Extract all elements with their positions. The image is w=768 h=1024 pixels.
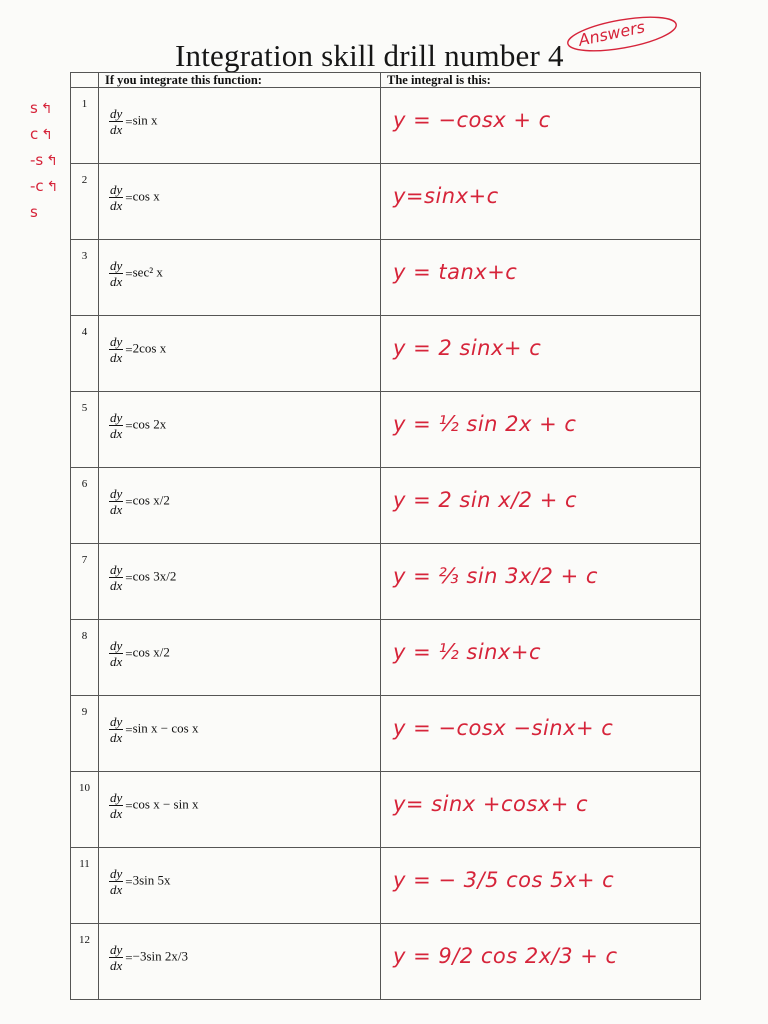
derivative-fraction: $\frac{dy}{dx}$ xyxy=(110,106,123,137)
table-row xyxy=(71,240,701,316)
answer-cell xyxy=(381,772,701,848)
answer-cell xyxy=(381,696,701,772)
header-row xyxy=(71,73,701,88)
margin-note: -s ↰ xyxy=(30,151,58,169)
header-integral: The integral is this: xyxy=(381,73,701,88)
arrow-icon: ↰ xyxy=(40,101,53,117)
table-row xyxy=(71,772,701,848)
answer-cell xyxy=(381,620,701,696)
function-rhs: sin x xyxy=(132,112,158,128)
function-expression: $\frac{dy}{dx}$ =sin x xyxy=(110,106,158,137)
function-cell xyxy=(99,164,381,240)
header-num xyxy=(71,73,99,88)
derivative-fraction: $\frac{dy}{dx}$ xyxy=(110,942,123,973)
derivative-fraction: $\frac{dy}{dx}$ xyxy=(110,714,123,745)
answer-cell xyxy=(381,924,701,1000)
drill-table xyxy=(70,72,701,1000)
function-expression: $\frac{dy}{dx}$ =2cos x xyxy=(110,334,167,365)
function-rhs: sin x − cos x xyxy=(132,720,199,736)
answer-cell xyxy=(381,240,701,316)
answers-annotation xyxy=(562,10,682,60)
function-rhs: cos x − sin x xyxy=(132,796,199,812)
table-row xyxy=(71,848,701,924)
handwritten-answer: y = −cosx + c xyxy=(393,108,551,132)
answer-cell xyxy=(381,164,701,240)
function-expression: $\frac{dy}{dx}$ =cos x/2 xyxy=(110,638,170,669)
function-expression: $\frac{dy}{dx}$ =cos x − sin x xyxy=(110,790,199,821)
row-number: 12 xyxy=(71,924,99,1000)
table-row xyxy=(71,164,701,240)
function-expression: $\frac{dy}{dx}$ =sec² x xyxy=(110,258,163,289)
answers-label: Answers xyxy=(576,17,647,50)
handwritten-answer: y = 2 sin x/2 + c xyxy=(393,488,578,512)
derivative-fraction: $\frac{dy}{dx}$ xyxy=(110,866,123,897)
function-expression: $\frac{dy}{dx}$ =sin x − cos x xyxy=(110,714,199,745)
derivative-fraction: $\frac{dy}{dx}$ xyxy=(110,562,123,593)
margin-note: -c ↰ xyxy=(30,177,59,195)
answer-cell xyxy=(381,468,701,544)
row-number: 7 xyxy=(71,544,99,620)
row-number: 4 xyxy=(71,316,99,392)
margin-note: c ↰ xyxy=(30,125,53,143)
derivative-fraction: $\frac{dy}{dx}$ xyxy=(110,258,123,289)
table-row xyxy=(71,620,701,696)
function-cell xyxy=(99,620,381,696)
function-cell xyxy=(99,772,381,848)
answer-cell xyxy=(381,544,701,620)
function-rhs: cos 2x xyxy=(132,416,167,432)
answer-cell xyxy=(381,316,701,392)
table-row xyxy=(71,924,701,1000)
margin-note: s xyxy=(30,203,38,221)
handwritten-answer: y = ½ sinx+c xyxy=(393,640,542,664)
function-cell xyxy=(99,240,381,316)
function-expression: $\frac{dy}{dx}$ =cos x/2 xyxy=(110,486,170,517)
derivative-fraction: $\frac{dy}{dx}$ xyxy=(110,486,123,517)
function-cell xyxy=(99,848,381,924)
answer-cell xyxy=(381,88,701,164)
handwritten-answer: y = −cosx −sinx+ c xyxy=(393,716,614,740)
function-cell xyxy=(99,88,381,164)
handwritten-answer: y= sinx +cosx+ c xyxy=(393,792,589,816)
function-cell xyxy=(99,392,381,468)
derivative-fraction: $\frac{dy}{dx}$ xyxy=(110,790,123,821)
derivative-fraction: $\frac{dy}{dx}$ xyxy=(110,410,123,441)
function-rhs: cos 3x/2 xyxy=(132,568,177,584)
page-title: Integration skill drill number 4 xyxy=(175,38,564,73)
function-cell xyxy=(99,544,381,620)
function-rhs: −3sin 2x/3 xyxy=(132,948,188,964)
derivative-fraction: $\frac{dy}{dx}$ xyxy=(110,182,123,213)
margin-notes xyxy=(30,95,70,225)
function-rhs: sec² x xyxy=(132,264,163,280)
row-number: 9 xyxy=(71,696,99,772)
table-row xyxy=(71,696,701,772)
function-expression: $\frac{dy}{dx}$ =cos x xyxy=(110,182,160,213)
arrow-icon: ↰ xyxy=(41,127,53,143)
handwritten-answer: y=sinx+c xyxy=(393,184,499,208)
table-row xyxy=(71,468,701,544)
table-row xyxy=(71,392,701,468)
function-cell xyxy=(99,696,381,772)
arrow-icon: ↰ xyxy=(46,179,59,195)
function-rhs: cos x/2 xyxy=(132,644,170,660)
handwritten-answer: y = 9/2 cos 2x/3 + c xyxy=(393,944,618,968)
function-expression: $\frac{dy}{dx}$ =3sin 5x xyxy=(110,866,171,897)
function-expression: $\frac{dy}{dx}$ =cos 2x xyxy=(110,410,167,441)
function-rhs: cos x xyxy=(132,188,160,204)
function-rhs: 2cos x xyxy=(132,340,167,356)
answer-cell xyxy=(381,848,701,924)
table-row xyxy=(71,544,701,620)
table-row xyxy=(71,316,701,392)
handwritten-answer: y = tanx+c xyxy=(393,260,518,284)
function-cell xyxy=(99,316,381,392)
function-rhs: 3sin 5x xyxy=(132,872,171,888)
function-cell xyxy=(99,924,381,1000)
row-number: 3 xyxy=(71,240,99,316)
function-cell xyxy=(99,468,381,544)
row-number: 1 xyxy=(71,88,99,164)
header-function: If you integrate this function: xyxy=(99,73,381,88)
row-number: 8 xyxy=(71,620,99,696)
row-number: 2 xyxy=(71,164,99,240)
function-expression: $\frac{dy}{dx}$ =cos 3x/2 xyxy=(110,562,177,593)
answer-cell xyxy=(381,392,701,468)
table-row xyxy=(71,88,701,164)
handwritten-answer: y = 2 sinx+ c xyxy=(393,336,542,360)
handwritten-answer: y = ½ sin 2x + c xyxy=(393,412,577,436)
derivative-fraction: $\frac{dy}{dx}$ xyxy=(110,334,123,365)
function-expression: $\frac{dy}{dx}$ =−3sin 2x/3 xyxy=(110,942,188,973)
row-number: 11 xyxy=(71,848,99,924)
handwritten-answer: y = − 3/5 cos 5x+ c xyxy=(393,868,615,892)
function-rhs: cos x/2 xyxy=(132,492,170,508)
row-number: 5 xyxy=(71,392,99,468)
arrow-icon: ↰ xyxy=(46,153,58,169)
margin-note: s ↰ xyxy=(30,99,53,117)
row-number: 6 xyxy=(71,468,99,544)
derivative-fraction: $\frac{dy}{dx}$ xyxy=(110,638,123,669)
row-number: 10 xyxy=(71,772,99,848)
handwritten-answer: y = ⅔ sin 3x/2 + c xyxy=(393,564,598,588)
